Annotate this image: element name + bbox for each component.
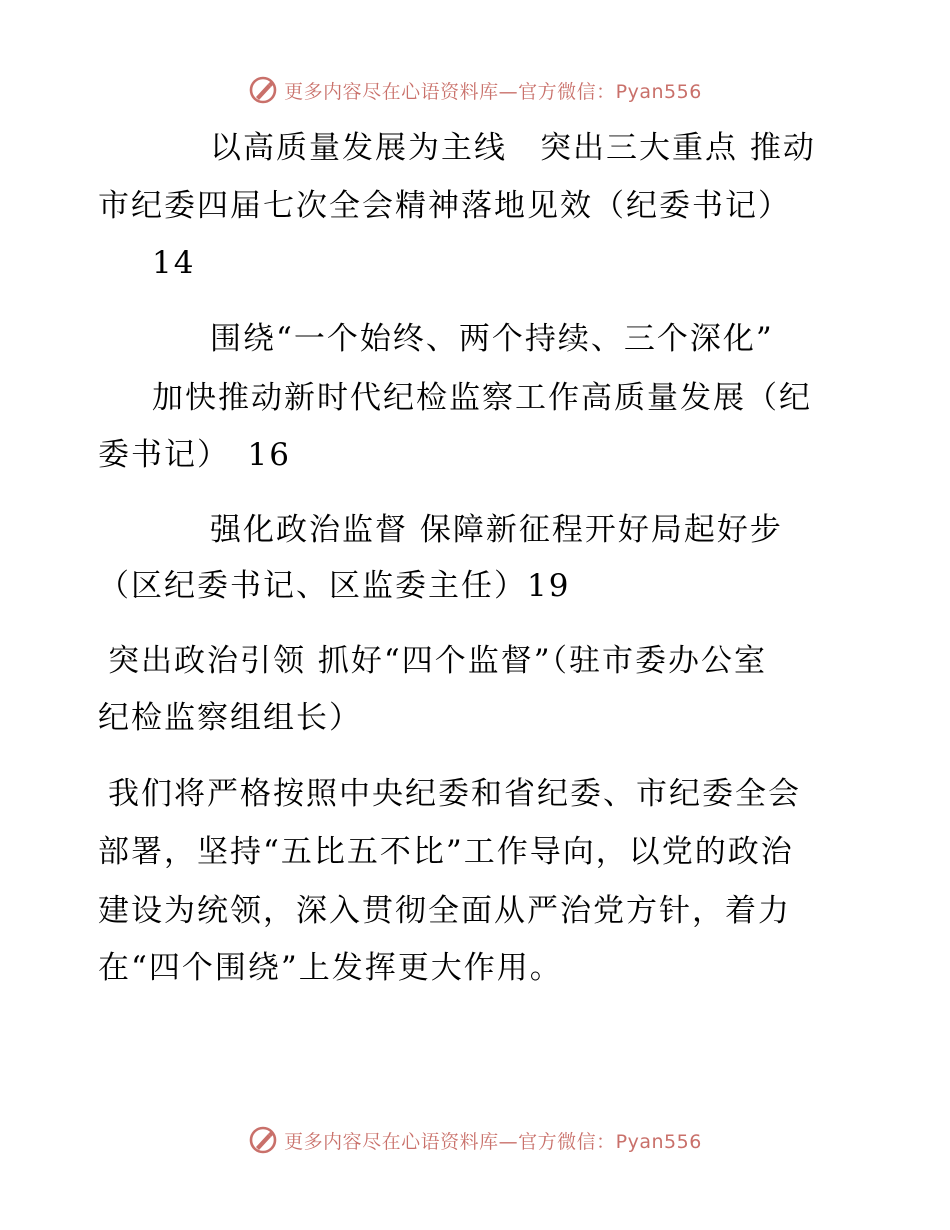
paragraph-line: 我们将严格按照中央纪委和省纪委、市纪委全会	[108, 776, 801, 812]
watermark-header	[0, 70, 950, 110]
toc-title-line: （区纪委书记、区监委主任）19	[98, 568, 571, 604]
toc-title-line: 委书记） 16	[98, 437, 291, 473]
toc-title-line: 突出政治引领 抓好“四个监督”（驻市委办公室	[108, 643, 768, 679]
paragraph-line: 部署，坚持“五比五不比”工作导向，以党的政治	[98, 834, 794, 870]
toc-title-line: 市纪委四届七次全会精神落地见效（纪委书记）	[98, 188, 791, 224]
pen-logo-icon	[248, 1125, 278, 1155]
toc-title-line: 强化政治监督 保障新征程开好局起好步	[210, 512, 783, 548]
toc-title-line: 纪检监察组组长）	[98, 700, 362, 736]
toc-title-line: 加快推动新时代纪检监察工作高质量发展（纪	[152, 380, 812, 416]
toc-page-number: 14	[152, 245, 196, 281]
watermark-footer	[0, 1120, 950, 1160]
paragraph-line: 在“四个围绕”上发挥更大作用。	[98, 950, 563, 986]
pen-logo-icon	[248, 75, 278, 105]
toc-title-line: 以高质量发展为主线 突出三大重点 推动	[210, 130, 816, 166]
paragraph-line: 建设为统领，深入贯彻全面从严治党方针，着力	[98, 893, 791, 929]
watermark-text: 更多内容尽在心语资料库—官方微信：Pyan556	[284, 1130, 702, 1153]
toc-title-line: 围绕“一个始终、两个持续、三个深化”	[210, 321, 774, 357]
watermark-text: 更多内容尽在心语资料库—官方微信：Pyan556	[284, 80, 702, 103]
